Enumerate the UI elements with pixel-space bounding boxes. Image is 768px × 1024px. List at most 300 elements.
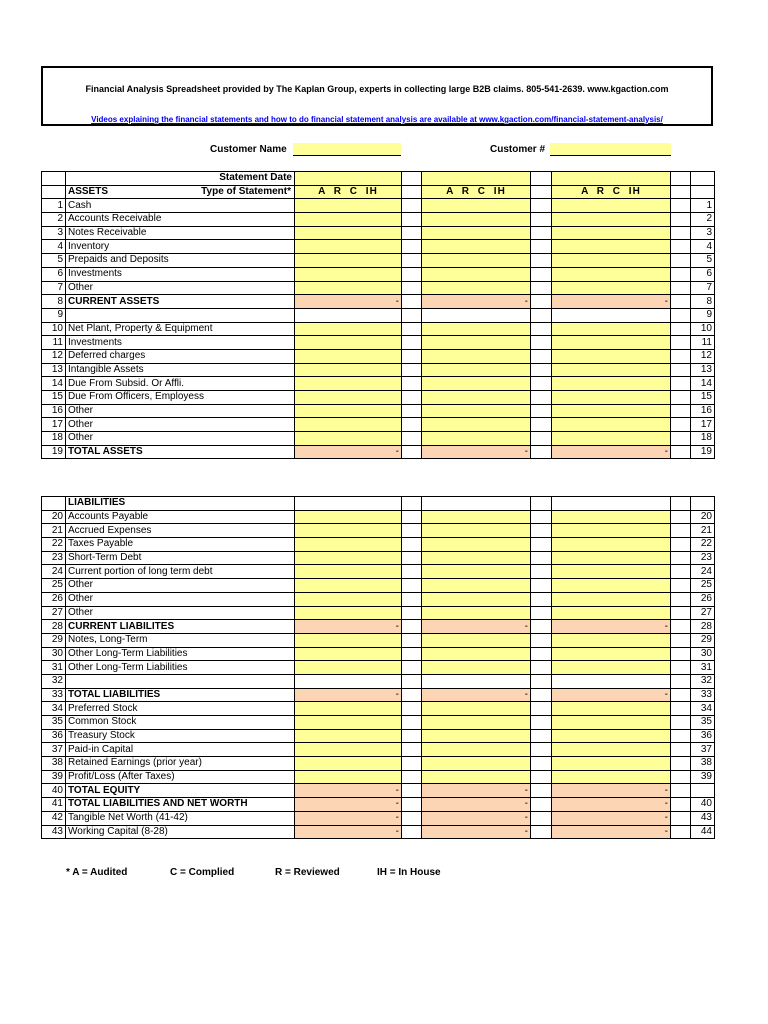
row-ref-number: 44 [691, 825, 715, 839]
value-input-cell[interactable] [552, 579, 671, 593]
value-input-cell[interactable] [295, 349, 402, 363]
value-input-cell[interactable] [422, 226, 531, 240]
spacer-cell [671, 295, 691, 309]
value-input-cell[interactable] [295, 606, 402, 620]
row-label: TOTAL EQUITY [66, 784, 295, 798]
spacer-cell [402, 620, 422, 634]
spacer-cell [531, 757, 552, 771]
value-input-cell[interactable] [422, 565, 531, 579]
value-input-cell[interactable] [552, 606, 671, 620]
spacer-cell [671, 308, 691, 322]
value-input-cell[interactable] [295, 524, 402, 538]
spacer-cell [402, 661, 422, 675]
value-input-cell[interactable] [422, 743, 531, 757]
value-input-cell[interactable] [422, 363, 531, 377]
table-row [42, 363, 715, 377]
spacer-cell [671, 199, 691, 213]
table-row [42, 661, 715, 675]
spacer-cell [402, 349, 422, 363]
row-number: 19 [42, 445, 66, 459]
spacer-cell [402, 418, 422, 432]
value-input-cell[interactable] [422, 254, 531, 268]
legend-inhouse: IH = In House [377, 867, 441, 878]
value-input-cell[interactable] [422, 404, 531, 418]
value-input-cell[interactable] [552, 377, 671, 391]
row-number: 31 [42, 661, 66, 675]
table-row [42, 606, 715, 620]
table-row [42, 510, 715, 524]
spacer-cell [691, 185, 715, 199]
row-label: Due From Officers, Employess [66, 391, 295, 405]
value-input-cell[interactable] [552, 633, 671, 647]
value-input-cell[interactable] [295, 770, 402, 784]
value-input-cell[interactable] [422, 281, 531, 295]
row-label: Due From Subsid. Or Affli. [66, 377, 295, 391]
row-label: Other [66, 579, 295, 593]
table-row [42, 418, 715, 432]
spacer-cell [671, 757, 691, 771]
spacer-cell [531, 606, 552, 620]
row-number: 40 [42, 784, 66, 798]
assets-heading: ASSETS [68, 186, 109, 198]
row-number: 36 [42, 729, 66, 743]
row-label: Other [66, 281, 295, 295]
spacer-cell [422, 497, 531, 511]
value-input-cell[interactable] [295, 267, 402, 281]
value-input-cell[interactable] [295, 377, 402, 391]
table-row [42, 322, 715, 336]
value-input-cell[interactable] [295, 336, 402, 350]
spacer-cell [531, 579, 552, 593]
total-value-cell: - [295, 295, 402, 309]
customer-name-label: Customer Name [210, 144, 287, 155]
total-value-cell: - [422, 798, 531, 812]
total-value-cell: - [552, 811, 671, 825]
spacer-cell [531, 363, 552, 377]
value-input-cell[interactable] [422, 322, 531, 336]
value-input-cell[interactable] [295, 363, 402, 377]
spacer-cell [671, 404, 691, 418]
value-input-cell[interactable] [552, 770, 671, 784]
value-input-cell[interactable] [552, 743, 671, 757]
row-label: Retained Earnings (prior year) [66, 757, 295, 771]
spacer-cell [531, 322, 552, 336]
table-row [42, 811, 715, 825]
table-row [42, 281, 715, 295]
row-number: 41 [42, 798, 66, 812]
value-input-cell[interactable] [552, 199, 671, 213]
row-number: 43 [42, 825, 66, 839]
row-label: CURRENT LIABILITES [66, 620, 295, 634]
total-value-cell: - [422, 825, 531, 839]
table-row [42, 240, 715, 254]
value-input-cell[interactable] [295, 510, 402, 524]
value-input-cell[interactable] [422, 377, 531, 391]
table-row [42, 716, 715, 730]
spacer-cell [671, 172, 691, 186]
spacer-cell [531, 661, 552, 675]
value-input-cell[interactable] [552, 391, 671, 405]
value-input-cell[interactable] [295, 633, 402, 647]
spacer-cell [402, 606, 422, 620]
value-input-cell[interactable] [295, 213, 402, 227]
statement-type-selector[interactable]: A R C IH [422, 185, 531, 199]
row-ref-number: 3 [691, 226, 715, 240]
row-ref-number: 10 [691, 322, 715, 336]
total-value-cell: - [295, 784, 402, 798]
row-label: Accrued Expenses [66, 524, 295, 538]
value-input-cell[interactable] [552, 757, 671, 771]
row-label: Inventory [66, 240, 295, 254]
spacer-cell [402, 185, 422, 199]
spacer-cell [402, 647, 422, 661]
row-ref-number: 23 [691, 551, 715, 565]
value-input-cell[interactable] [295, 391, 402, 405]
row-label: Notes Receivable [66, 226, 295, 240]
row-ref-number: 16 [691, 404, 715, 418]
table-row [42, 551, 715, 565]
spacer-cell [671, 226, 691, 240]
value-input-cell[interactable] [295, 538, 402, 552]
total-value-cell: - [552, 620, 671, 634]
spacer-cell [531, 770, 552, 784]
spacer-cell [671, 510, 691, 524]
value-input-cell[interactable] [422, 432, 531, 446]
total-value-cell: - [552, 688, 671, 702]
row-label: Other [66, 404, 295, 418]
row-number: 37 [42, 743, 66, 757]
table-row [42, 254, 715, 268]
value-input-cell[interactable] [422, 757, 531, 771]
value-input-cell[interactable] [552, 226, 671, 240]
value-input-cell[interactable] [422, 647, 531, 661]
spacer-cell [402, 510, 422, 524]
value-input-cell[interactable] [295, 551, 402, 565]
value-input-cell[interactable] [295, 647, 402, 661]
spacer-cell [531, 377, 552, 391]
spacer-cell [402, 538, 422, 552]
value-input-cell[interactable] [552, 551, 671, 565]
row-ref-number: 17 [691, 418, 715, 432]
spacer-cell [402, 322, 422, 336]
row-number: 15 [42, 391, 66, 405]
value-input-cell[interactable] [295, 322, 402, 336]
row-label: Current portion of long term debt [66, 565, 295, 579]
row-number: 1 [42, 199, 66, 213]
row-label: Other [66, 592, 295, 606]
table-row [42, 743, 715, 757]
row-number: 30 [42, 647, 66, 661]
table-row [42, 620, 715, 634]
row-ref-number: 9 [691, 308, 715, 322]
value-input-cell[interactable] [422, 592, 531, 606]
spacer-cell [671, 798, 691, 812]
spacer-cell [691, 172, 715, 186]
table-row [42, 432, 715, 446]
value-input-cell[interactable] [422, 349, 531, 363]
row-number: 28 [42, 620, 66, 634]
table-row [42, 565, 715, 579]
total-value-cell: - [422, 445, 531, 459]
table-row [42, 199, 715, 213]
row-label: Treasury Stock [66, 729, 295, 743]
statement-date-input[interactable] [552, 172, 671, 186]
value-input-cell[interactable] [422, 770, 531, 784]
row-number: 6 [42, 267, 66, 281]
row-number: 20 [42, 510, 66, 524]
spacer-cell [671, 770, 691, 784]
row-ref-number: 24 [691, 565, 715, 579]
value-input-cell [295, 308, 402, 322]
row-number: 7 [42, 281, 66, 295]
value-input-cell[interactable] [422, 240, 531, 254]
spacer-cell [402, 784, 422, 798]
value-input-cell[interactable] [552, 404, 671, 418]
value-input-cell [422, 674, 531, 688]
row-ref-number: 25 [691, 579, 715, 593]
total-value-cell: - [552, 445, 671, 459]
row-label: Accounts Payable [66, 510, 295, 524]
value-input-cell[interactable] [552, 213, 671, 227]
row-label: Deferred charges [66, 349, 295, 363]
value-input-cell[interactable] [422, 716, 531, 730]
table-row [42, 592, 715, 606]
value-input-cell[interactable] [422, 199, 531, 213]
spacer-cell [402, 363, 422, 377]
row-ref-number: 6 [691, 267, 715, 281]
value-input-cell[interactable] [422, 538, 531, 552]
table-row [42, 226, 715, 240]
table-row [42, 267, 715, 281]
row-label: Paid-in Capital [66, 743, 295, 757]
value-input-cell[interactable] [422, 418, 531, 432]
value-input-cell[interactable] [295, 579, 402, 593]
value-input-cell[interactable] [422, 336, 531, 350]
customer-name-field[interactable] [293, 143, 401, 156]
value-input-cell[interactable] [295, 565, 402, 579]
value-input-cell[interactable] [422, 524, 531, 538]
table-row [42, 391, 715, 405]
spacer-cell [531, 702, 552, 716]
spacer-cell [671, 349, 691, 363]
value-input-cell[interactable] [422, 702, 531, 716]
total-value-cell: - [552, 784, 671, 798]
row-ref-number: 15 [691, 391, 715, 405]
row-ref-number: 11 [691, 336, 715, 350]
total-value-cell: - [552, 295, 671, 309]
spacer-cell [531, 674, 552, 688]
total-value-cell: - [295, 798, 402, 812]
table-row [42, 377, 715, 391]
spacer-cell [531, 391, 552, 405]
row-ref-number: 37 [691, 743, 715, 757]
row-ref-number: 32 [691, 674, 715, 688]
value-input-cell[interactable] [422, 391, 531, 405]
value-input-cell[interactable] [552, 322, 671, 336]
spacer-cell [671, 688, 691, 702]
spacer-cell [531, 432, 552, 446]
spacer-cell [671, 254, 691, 268]
spacer-cell [402, 336, 422, 350]
table-row [42, 295, 715, 309]
value-input-cell[interactable] [422, 510, 531, 524]
row-label: Taxes Payable [66, 538, 295, 552]
spacer-cell [402, 432, 422, 446]
value-input-cell[interactable] [295, 729, 402, 743]
value-input-cell [552, 674, 671, 688]
spacer-cell [671, 716, 691, 730]
spacer-cell [671, 647, 691, 661]
value-input-cell[interactable] [295, 757, 402, 771]
value-input-cell[interactable] [552, 267, 671, 281]
value-input-cell[interactable] [552, 592, 671, 606]
value-input-cell[interactable] [552, 647, 671, 661]
row-ref-number: 30 [691, 647, 715, 661]
table-row [42, 579, 715, 593]
header-box [41, 66, 713, 126]
spacer-cell [671, 267, 691, 281]
statement-date-input[interactable] [295, 172, 402, 186]
row-label: Preferred Stock [66, 702, 295, 716]
value-input-cell[interactable] [552, 524, 671, 538]
value-input-cell[interactable] [422, 213, 531, 227]
value-input-cell[interactable] [552, 240, 671, 254]
value-input-cell[interactable] [552, 565, 671, 579]
spacer-cell [531, 784, 552, 798]
value-input-cell[interactable] [552, 538, 671, 552]
value-input-cell[interactable] [422, 606, 531, 620]
assets-table [41, 171, 715, 459]
spacer-cell [671, 418, 691, 432]
row-number: 22 [42, 538, 66, 552]
value-input-cell[interactable] [295, 404, 402, 418]
row-number: 4 [42, 240, 66, 254]
spacer-cell [671, 825, 691, 839]
value-input-cell[interactable] [295, 702, 402, 716]
value-input-cell[interactable] [422, 661, 531, 675]
spacer-cell [531, 349, 552, 363]
value-input-cell[interactable] [295, 661, 402, 675]
row-ref-number: 13 [691, 363, 715, 377]
spacer-cell [671, 322, 691, 336]
video-link[interactable]: Videos explaining the financial statements and how to do financial statement analysis are available at www.kgaction.com/financial-statement-analysis/ [91, 115, 663, 124]
spacer-cell [295, 497, 402, 511]
table-row [42, 688, 715, 702]
value-input-cell[interactable] [295, 432, 402, 446]
spacer-cell [671, 592, 691, 606]
spacer-cell [671, 377, 691, 391]
value-input-cell[interactable] [422, 633, 531, 647]
value-input-cell[interactable] [295, 226, 402, 240]
value-input-cell[interactable] [295, 199, 402, 213]
spacer-cell [402, 798, 422, 812]
customer-number-label: Customer # [490, 144, 546, 155]
total-value-cell: - [422, 688, 531, 702]
spacer-cell [671, 702, 691, 716]
legend-reviewed: R = Reviewed [275, 867, 340, 878]
table-row [42, 445, 715, 459]
spacer-cell [531, 743, 552, 757]
spacer-cell [402, 295, 422, 309]
spacer-cell [531, 688, 552, 702]
row-label: Other Long-Term Liabilities [66, 647, 295, 661]
value-input-cell[interactable] [552, 363, 671, 377]
value-input-cell[interactable] [552, 729, 671, 743]
statement-type-selector[interactable]: A R C IH [552, 185, 671, 199]
liabilities-heading: LIABILITIES [66, 497, 295, 511]
spacer-cell [531, 565, 552, 579]
row-label: TOTAL LIABILITIES AND NET WORTH [66, 798, 295, 812]
spacer-cell [531, 172, 552, 186]
spacer-cell [402, 565, 422, 579]
customer-number-field[interactable] [550, 143, 671, 156]
value-input-cell[interactable] [422, 267, 531, 281]
spacer-cell [402, 267, 422, 281]
row-ref-number: 27 [691, 606, 715, 620]
table-row [42, 674, 715, 688]
value-input-cell[interactable] [552, 254, 671, 268]
value-input-cell[interactable] [295, 240, 402, 254]
value-input-cell[interactable] [422, 579, 531, 593]
value-input-cell[interactable] [295, 418, 402, 432]
value-input-cell[interactable] [552, 349, 671, 363]
value-input-cell[interactable] [422, 729, 531, 743]
spacer-cell [671, 281, 691, 295]
spacer-cell [402, 579, 422, 593]
value-input-cell[interactable] [295, 743, 402, 757]
value-input-cell[interactable] [552, 661, 671, 675]
value-input-cell[interactable] [295, 592, 402, 606]
value-input-cell[interactable] [552, 418, 671, 432]
statement-type-selector[interactable]: A R C IH [295, 185, 402, 199]
row-label: Short-Term Debt [66, 551, 295, 565]
table-row [42, 336, 715, 350]
value-input-cell[interactable] [552, 702, 671, 716]
table-row [42, 757, 715, 771]
total-value-cell: - [422, 295, 531, 309]
spacer-cell [671, 811, 691, 825]
row-number: 25 [42, 579, 66, 593]
value-input-cell[interactable] [422, 551, 531, 565]
statement-date-input[interactable] [422, 172, 531, 186]
spacer-cell [671, 185, 691, 199]
spacer-cell [402, 391, 422, 405]
row-ref-number: 31 [691, 661, 715, 675]
spacer-cell [531, 497, 552, 511]
value-input-cell[interactable] [295, 254, 402, 268]
value-input-cell[interactable] [552, 510, 671, 524]
value-input-cell[interactable] [295, 281, 402, 295]
spacer-cell [402, 254, 422, 268]
spacer-cell [402, 743, 422, 757]
row-number: 33 [42, 688, 66, 702]
row-ref-number: 34 [691, 702, 715, 716]
value-input-cell[interactable] [552, 281, 671, 295]
value-input-cell[interactable] [552, 716, 671, 730]
row-label [66, 674, 295, 688]
row-ref-number: 12 [691, 349, 715, 363]
value-input-cell[interactable] [552, 432, 671, 446]
row-number: 8 [42, 295, 66, 309]
spacer-cell [671, 524, 691, 538]
spacer-cell [42, 497, 66, 511]
value-input-cell[interactable] [552, 336, 671, 350]
spacer-cell [531, 729, 552, 743]
row-ref-number: 2 [691, 213, 715, 227]
row-number: 26 [42, 592, 66, 606]
value-input-cell[interactable] [295, 716, 402, 730]
spacer-cell [402, 497, 422, 511]
